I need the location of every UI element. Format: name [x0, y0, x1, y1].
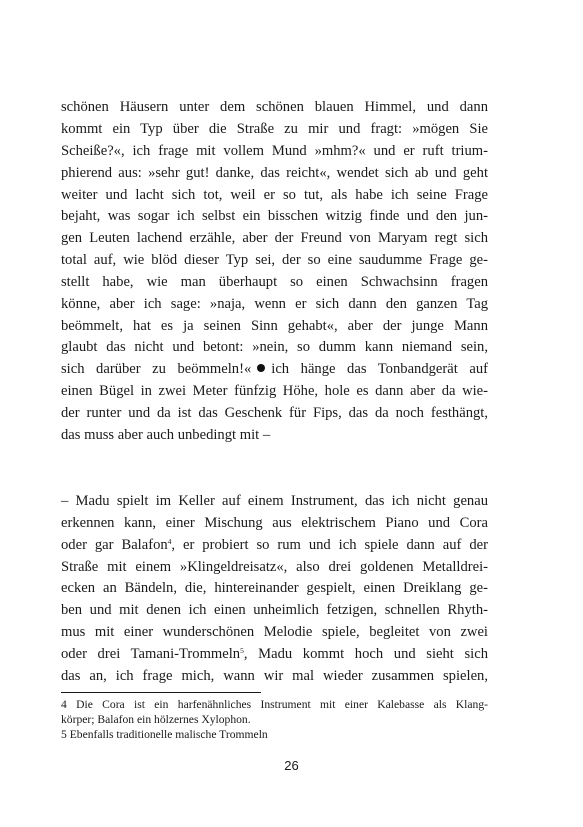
text-line: total auf, wie blöd dieser Typ sei, der so eine saudumme Frage ge- — [61, 252, 488, 268]
text-line: bejaht, was sogar ich selbst ein bisschen witzig finde und den jun- — [61, 208, 488, 224]
text-line: ben und mit denen ich einen unheimlich fetzigen, schnellen Rhyth- — [61, 602, 488, 618]
footnote-ref: 5 — [240, 646, 244, 655]
text-line: der runter und da ist das Geschenk für Fips, das da noch festhängt, — [61, 405, 488, 421]
text-line: beömmelt, hat es ja seinen Sinn gehabt«, aber der junge Mann — [61, 318, 488, 334]
text-line-with-marker — [61, 359, 488, 381]
text-segment: oder drei Tamani-Trommeln — [61, 646, 241, 662]
text-line: einen Bügel in zwei Meter fünfzig Höhe, hole es dann aber da wie- — [61, 383, 488, 399]
footnote-4-line: 4 Die Cora ist ein harfenähnliches Instrument mit einer Kalebasse als Klang- — [61, 698, 488, 711]
text-line: könne, aber ich sage: »naja, wenn er sich dann den ganzen Tag — [61, 296, 488, 312]
text-segment: ich hänge das Tonbandgerät auf — [271, 361, 488, 377]
bullet-dot-icon — [257, 364, 265, 372]
text-line: glaubt das nicht und betont: »nein, so dumm kann niemand sein, — [61, 339, 488, 355]
text-line: stellt habe, wie man überhaupt so einen Schwachsinn fragen — [61, 274, 488, 290]
footnote-5: 5 Ebenfalls traditionelle malische Trommeln — [61, 728, 268, 741]
text-line: Scheiße?«, ich frage mit vollem Mund »mhm?« und er ruft trium- — [61, 143, 488, 159]
text-line: erkennen kann, einer Mischung aus elektrischem Piano und Cora — [61, 515, 488, 531]
footnote-4-line: körper; Balafon ein hölzernes Xylophon. — [61, 713, 251, 726]
text-line-with-footnote — [61, 644, 488, 666]
page-number: 26 — [284, 758, 299, 773]
text-line: phierend aus: »sehr gut! danke, das reicht«, wendet sich ab und geht — [61, 165, 488, 181]
text-segment: sich darüber zu beömmeln!« — [61, 361, 252, 377]
text-line: weiter und lacht sich tot, weil er so tut, als habe ich seine Frage — [61, 187, 488, 203]
text-line: – Madu spielt im Keller auf einem Instrument, das ich nicht genau — [61, 493, 488, 509]
text-segment: , Madu kommt hoch und sieht sich — [243, 646, 488, 662]
text-line: gen Leuten lachend erzähle, aber der Freund von Maryam regt sich — [61, 230, 488, 246]
text-line: kommt ein Typ über die Straße zu mir und fragt: »mögen Sie — [61, 121, 488, 137]
footnote-ref: 4 — [167, 537, 172, 546]
text-line: ecken an Bändeln, die, hintereinander gespielt, einen Dreiklang ge- — [61, 580, 488, 596]
text-line: das an, ich frage mich, wann wir mal wieder zusammen spielen, — [61, 668, 488, 684]
text-segment: , er probiert so rum und ich spiele dann auf der — [171, 537, 488, 553]
text-line: schönen Häusern unter dem schönen blauen Himmel, und dann — [61, 99, 488, 115]
text-segment: oder gar Balafon — [61, 537, 168, 553]
text-line: Straße mit einem »Klingeldreisatz«, also drei goldenen Metalldrei- — [61, 559, 488, 575]
text-line: mus mit einer wunderschönen Melodie spiele, begleitet von zwei — [61, 624, 488, 640]
text-line-with-footnote — [61, 535, 488, 557]
text-line: das muss aber auch unbedingt mit – — [61, 427, 271, 443]
footnote-divider — [61, 692, 261, 693]
